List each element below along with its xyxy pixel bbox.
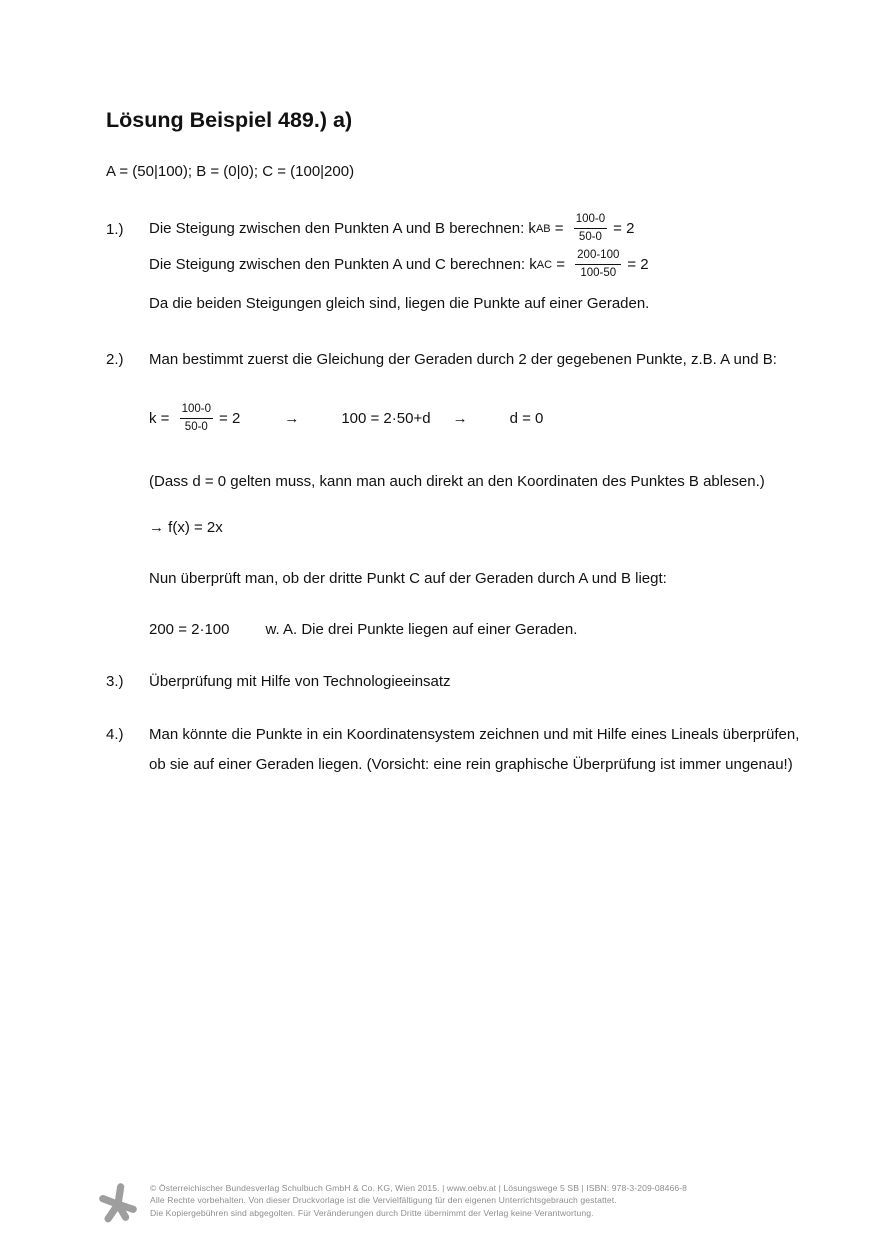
publisher-footer [99, 1182, 687, 1223]
page-title: Lösung Beispiel 489.) a) [106, 108, 353, 132]
eq-k-result: = 2 [219, 409, 241, 427]
check-conclusion: w. A. Die drei Punkte liegen auf einer Geraden. [265, 620, 578, 638]
document-body [106, 108, 802, 774]
given-points: A = (50|100); B = (0|0); C = (100|200) [106, 162, 355, 180]
slope-ac-text: Die Steigung zwischen den Punkten A und C berechnen: k [149, 255, 537, 273]
fraction-numerator: 100-0 [574, 212, 607, 229]
step-4 [106, 726, 802, 774]
slope-ab-result: = 2 [613, 219, 635, 237]
spacer [230, 621, 266, 639]
step-1-number: 1.) [106, 220, 124, 238]
oebv-asterisk-logo-icon [99, 1183, 137, 1223]
step-2-note: (Dass d = 0 gelten muss, kann man auch direkt an den Koordinaten des Punktes B ablesen.) [149, 472, 765, 490]
fraction-slope-ab [574, 212, 607, 245]
step-2-check-row [149, 621, 802, 639]
slope-ac-result: = 2 [627, 255, 649, 273]
step-2-equation-row [149, 401, 802, 437]
step-3-text: Überprüfung mit Hilfe von Technologieeinsatz [149, 672, 451, 690]
equals-sign: = [550, 219, 568, 237]
step-2-body [149, 351, 802, 639]
eq-substitution: 100 = 2·50+d [341, 409, 431, 427]
fraction-slope-ac [575, 248, 621, 281]
step-2 [106, 351, 802, 639]
step-1-line-slope-ab: Die Steigung zwischen den Punkten A und B berechnen: k AB = $\frac{100-0}{50-0}$ = 2 [149, 213, 635, 244]
footer-text-block [150, 1182, 687, 1219]
fraction-numerator: 200-100 [575, 248, 621, 265]
step-3 [106, 673, 802, 691]
step-4-line-2: ob sie auf einer Geraden liegen. (Vorsicht: eine rein graphische Überprüfung ist immer ungenau!) [149, 755, 793, 773]
footer-copyright-line: © Österreichischer Bundesverlag Schulbuch GmbH & Co. KG, Wien 2015. | www.oebv.at | Lösungswege 5 SB | ISBN: 978-3-209-08466-8 [150, 1183, 688, 1193]
fraction-eq-k [180, 402, 213, 435]
step-2-function: → f(x) = 2x [149, 518, 223, 536]
arrow-right-glyph: → [284, 409, 300, 427]
fraction-denominator: 50-0 [184, 421, 208, 434]
arrow-right-glyph: → [452, 409, 468, 427]
step-2-check-intro: Nun überprüft man, ob der dritte Punkt C auf der Geraden durch A und B liegt: [149, 569, 667, 587]
footer-liability-line: Die Kopiergebühren sind abgegolten. Für Veränderungen durch Dritte übernimmt der Verlag keine Verantwortung. [150, 1207, 594, 1218]
step-2-heading: Man bestimmt zuerst die Gleichung der Geraden durch 2 der gegebenen Punkte, z.B. A und B: [149, 350, 777, 368]
slope-ab-text: Die Steigung zwischen den Punkten A und B berechnen: k [149, 219, 536, 237]
check-equation: 200 = 2·100 [149, 620, 230, 638]
fraction-denominator: 50-0 [578, 231, 602, 244]
step-4-number: 4.) [106, 725, 124, 743]
fraction-numerator: 100-0 [180, 402, 213, 419]
step-4-body [149, 726, 802, 774]
step-4-line-1: Man könnte die Punkte in ein Koordinatensystem zeichnen und mit Hilfe eines Lineals überprüfen, [149, 725, 800, 743]
step-1 [106, 211, 802, 313]
equals-sign: = [552, 255, 570, 273]
step-3-number: 3.) [106, 672, 124, 690]
step-1-conclusion: Da die beiden Steigungen gleich sind, liegen die Punkte auf einer Geraden. [149, 294, 650, 312]
eq-d-result: d = 0 [509, 409, 544, 427]
step-1-line-slope-ac: Die Steigung zwischen den Punkten A und C berechnen: k AC = $\frac{200-100}{100-50}$ = 2 [149, 249, 649, 280]
step-2-number: 2.) [106, 350, 124, 368]
fraction-denominator: 100-50 [580, 267, 617, 280]
eq-k-lhs: k = [149, 409, 174, 427]
step-1-body [149, 211, 802, 313]
footer-rights-line: Alle Rechte vorbehalten. Von dieser Druckvorlage ist die Vervielfältigung für den eigenen Unterrichtsgebrauch gestattet. [150, 1195, 617, 1206]
